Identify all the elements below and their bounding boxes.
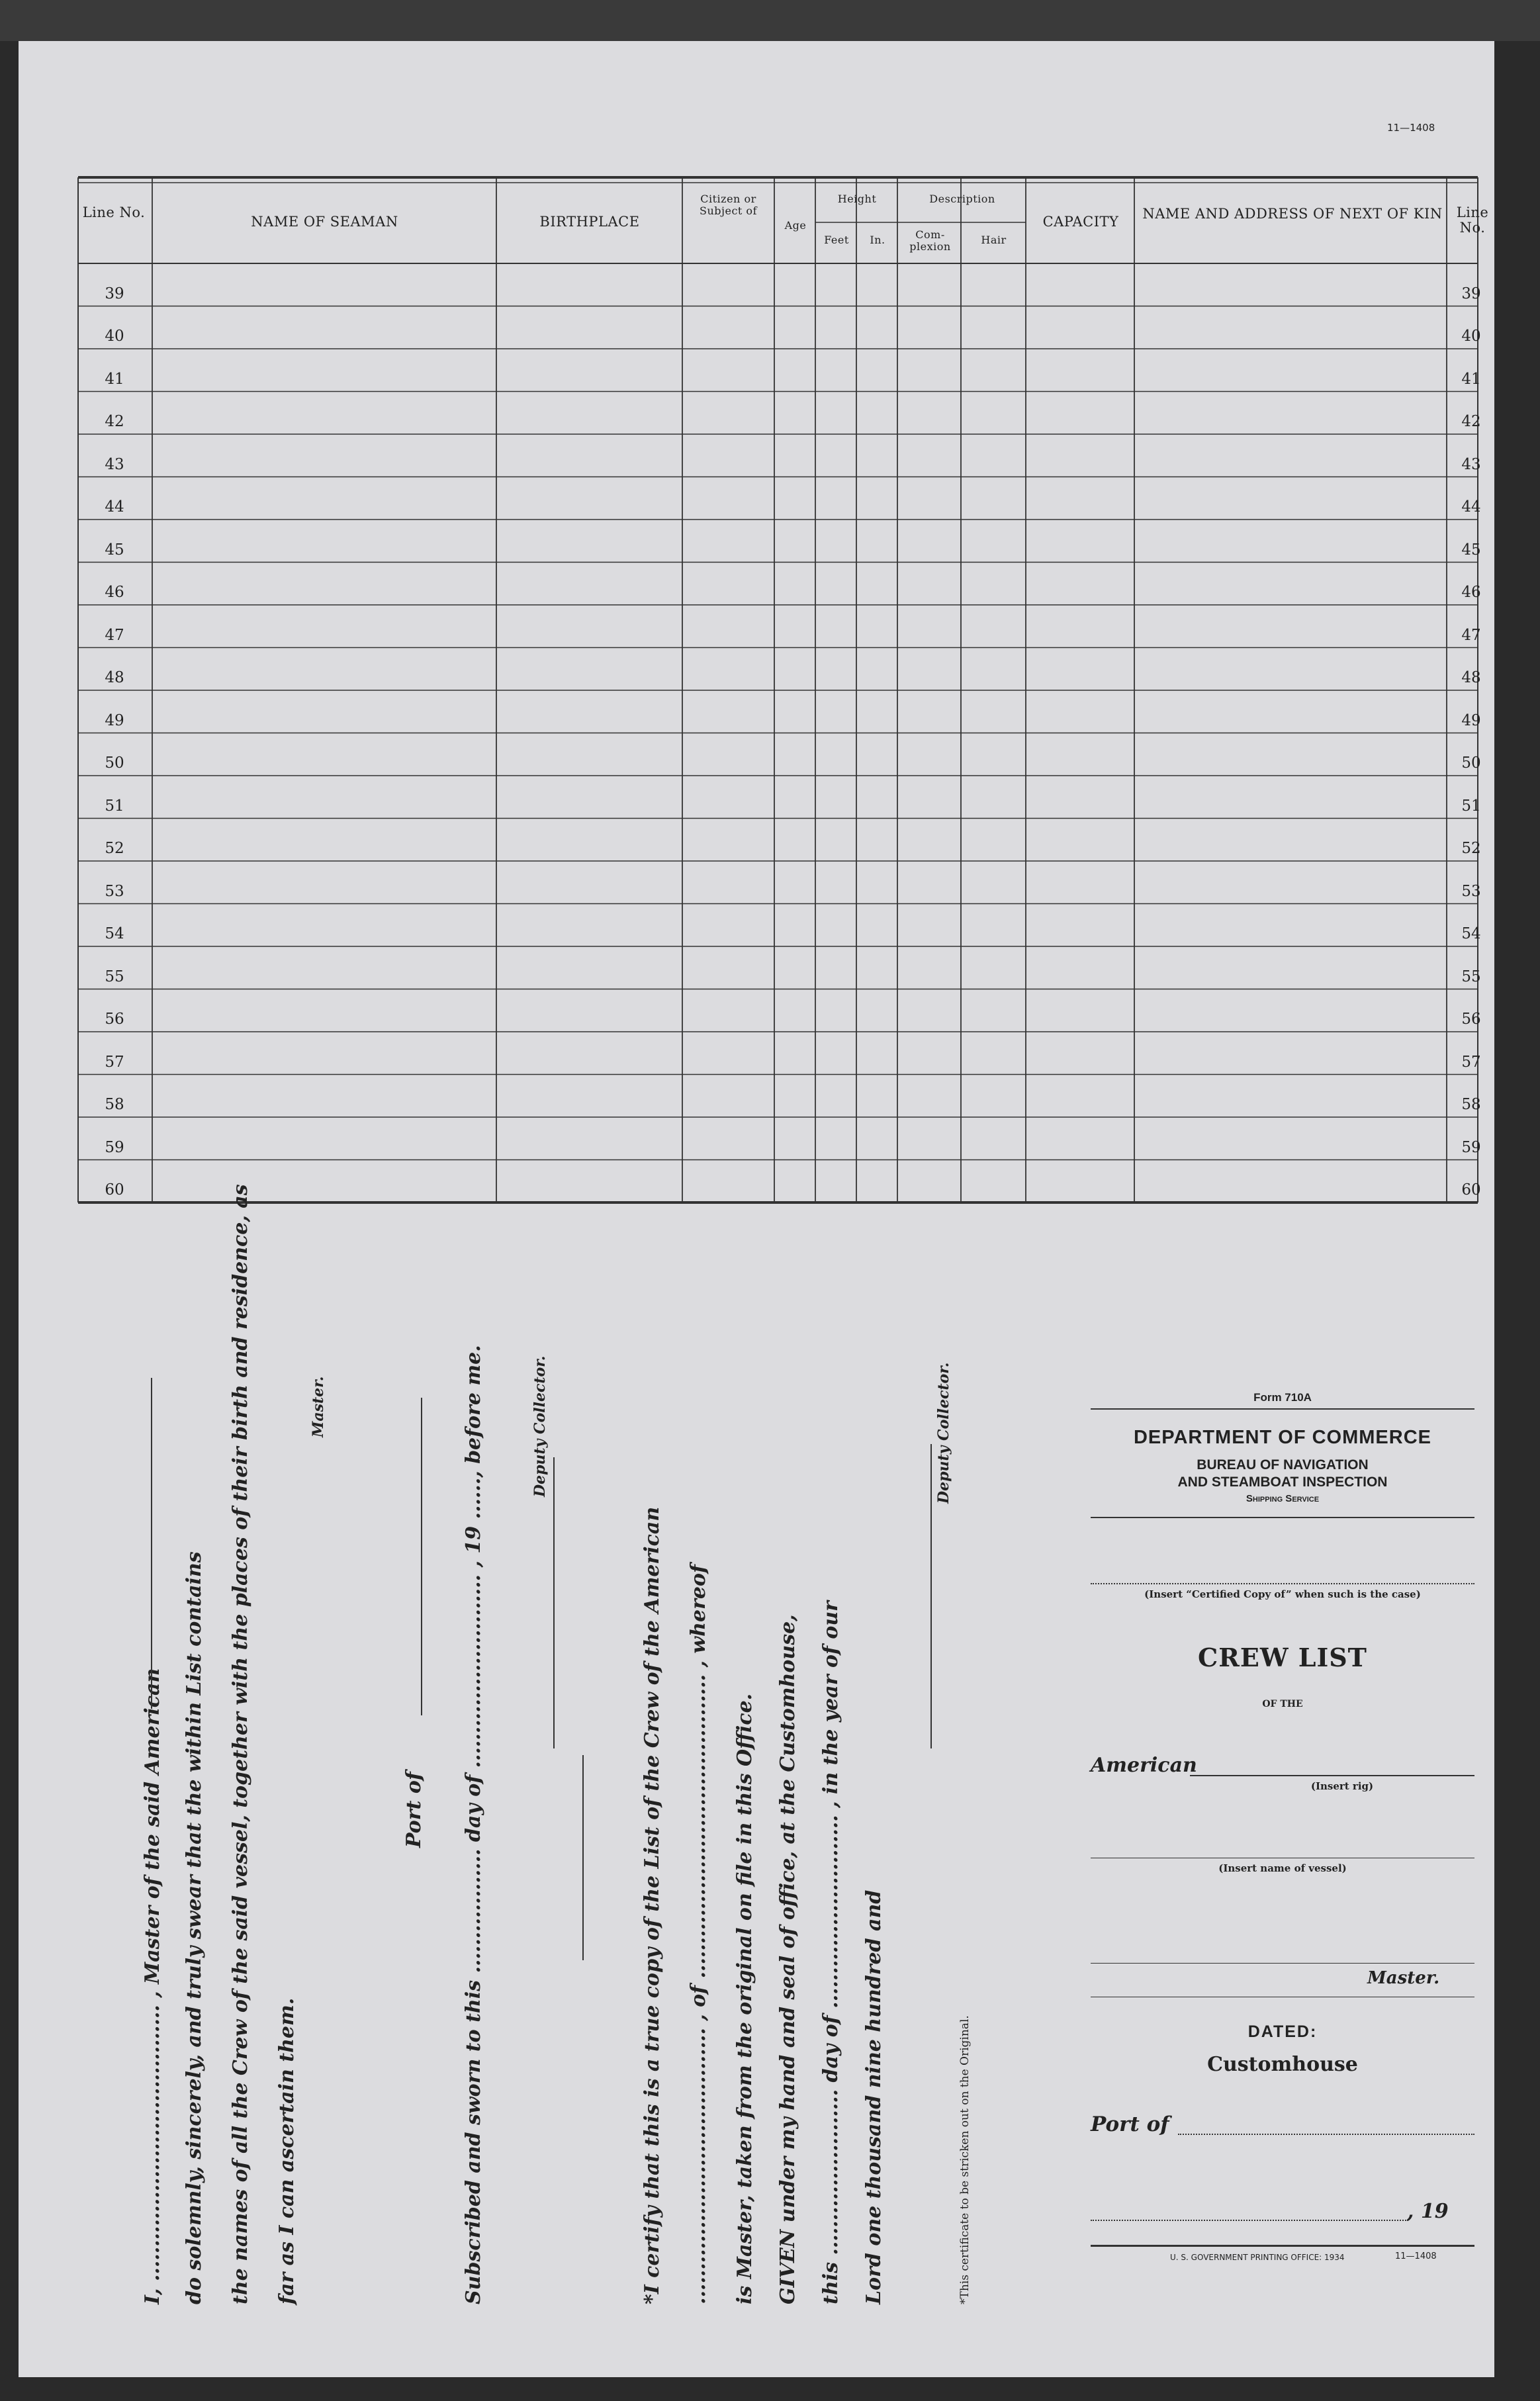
row-number-right: 41 <box>1461 370 1481 388</box>
header-next-of-kin: NAME AND ADDRESS OF NEXT OF KIN <box>1142 206 1443 222</box>
header-hair: Hair <box>981 234 1007 246</box>
header-age: Age <box>784 219 807 232</box>
header-inches: In. <box>870 234 885 246</box>
row-number-left: 40 <box>105 328 124 345</box>
american-label: American <box>1091 1754 1197 1777</box>
row-number-left: 52 <box>105 840 124 857</box>
row-number-left: 50 <box>105 754 124 772</box>
row-number-right: 54 <box>1461 925 1481 942</box>
row-number-left: 47 <box>105 626 124 644</box>
date-line <box>1091 2220 1408 2221</box>
panel-port-of-line <box>1178 2134 1474 2135</box>
header-line-no: Line No. <box>82 204 146 220</box>
row-number-right: 47 <box>1461 626 1481 644</box>
panel-port-of-label: Port of <box>1091 2112 1169 2136</box>
deputy-collector-line-1 <box>553 1457 555 1748</box>
panel-rule-2 <box>1091 1517 1474 1518</box>
header-complexion: Com- plexion <box>909 228 951 253</box>
row-number-right: 40 <box>1461 328 1481 345</box>
bureau-line-2: AND STEAMBOAT INSPECTION <box>1177 1474 1388 1490</box>
certify-line-2: ........................................ , of ............................................ , whereof <box>687 1564 710 2304</box>
customhouse-label: Customhouse <box>1207 2053 1358 2076</box>
row-number-right: 58 <box>1461 1096 1481 1113</box>
row-number-right: 56 <box>1461 1011 1481 1028</box>
row-number-left: 45 <box>105 541 124 559</box>
deputy-collector-line-2 <box>930 1444 932 1748</box>
printer-imprint: U. S. GOVERNMENT PRINTING OFFICE: 1934 <box>1170 2253 1345 2262</box>
master-signature-line <box>151 1378 152 1709</box>
row-number-left: 59 <box>105 1138 124 1156</box>
deputy-collector-label-2: Deputy Collector. <box>935 1362 952 1504</box>
row-number-right: 42 <box>1461 413 1481 430</box>
row-number-left: 43 <box>105 455 124 473</box>
form-number: Form 710A <box>1253 1391 1312 1404</box>
port-of-label: Port of <box>402 1772 426 1848</box>
row-number-right: 52 <box>1461 840 1481 857</box>
oath-line-4: far as I can ascertain them. <box>275 1997 298 2304</box>
row-number-left: 44 <box>105 498 124 516</box>
header-name-of-seaman: NAME OF SEAMAN <box>251 214 398 230</box>
header-line-no-right: Line No. <box>1456 204 1489 236</box>
header-feet: Feet <box>824 234 849 246</box>
row-number-left: 41 <box>105 370 124 388</box>
oath-line-3: the names of all the Crew of the said vessel, together with the places of their birth and residence, as <box>229 1184 252 2304</box>
year-19-label: , 19 <box>1407 2200 1449 2223</box>
row-number-left: 54 <box>105 925 124 942</box>
crew-list-form-sheet <box>19 41 1494 2377</box>
master-signature-label: Master. <box>310 1376 327 1437</box>
scan-top-edge <box>0 0 1540 41</box>
form-code-top: 11—1408 <box>1387 122 1435 134</box>
port-of-line <box>421 1398 422 1715</box>
row-number-left: 46 <box>105 584 124 601</box>
dated-label: DATED: <box>1247 2022 1318 2041</box>
row-number-left: 49 <box>105 711 124 729</box>
deputy-collector-label-1: Deputy Collector. <box>531 1355 549 1497</box>
row-number-right: 59 <box>1461 1138 1481 1156</box>
row-number-right: 50 <box>1461 754 1481 772</box>
header-height: Height <box>837 193 877 205</box>
row-number-right: 39 <box>1461 285 1481 302</box>
panel-rule-1 <box>1091 1408 1474 1410</box>
divider-short-line <box>582 1755 584 1960</box>
bureau-line-1: BUREAU OF NAVIGATION <box>1197 1457 1369 1472</box>
certify-line-5: this ........................ day of ............................ , in the year of our <box>819 1601 842 2304</box>
shipping-service: Shipping Service <box>1246 1493 1320 1504</box>
master-line <box>1091 1963 1474 1964</box>
row-number-right: 43 <box>1461 455 1481 473</box>
row-number-left: 55 <box>105 968 124 985</box>
header-description: Description <box>929 193 995 205</box>
row-number-right: 45 <box>1461 541 1481 559</box>
row-number-left: 39 <box>105 285 124 302</box>
of-the-label: OF THE <box>1262 1699 1303 1709</box>
insert-rig-note: (Insert rig) <box>1310 1780 1374 1792</box>
department-title: DEPARTMENT OF COMMERCE <box>1133 1427 1431 1448</box>
row-number-right: 49 <box>1461 711 1481 729</box>
insert-vessel-name-note: (Insert name of vessel) <box>1218 1862 1347 1874</box>
header-capacity: CAPACITY <box>1042 214 1119 230</box>
rig-line <box>1190 1775 1474 1776</box>
panel-master-label: Master. <box>1367 1968 1440 1988</box>
header-birthplace: BIRTHPLACE <box>539 214 640 230</box>
row-number-left: 42 <box>105 413 124 430</box>
row-number-left: 57 <box>105 1053 124 1071</box>
row-number-right: 60 <box>1461 1181 1481 1199</box>
certify-line-4: GIVEN under my hand and seal of office, at the Customhouse, <box>776 1614 799 2304</box>
panel-rule-4 <box>1091 2245 1474 2247</box>
row-number-right: 57 <box>1461 1053 1481 1071</box>
row-number-right: 48 <box>1461 669 1481 686</box>
certify-line-6: Lord one thousand nine hundred and <box>862 1889 885 2304</box>
header-citizen: Citizen or Subject of <box>700 193 757 217</box>
row-number-left: 48 <box>105 669 124 686</box>
insert-certified-copy-note: (Insert “Certified Copy of” when such is the case) <box>1144 1588 1421 1600</box>
row-number-right: 46 <box>1461 584 1481 601</box>
oath-line-2: do solemnly, sincerely, and truly swear that the within List contains <box>183 1551 206 2304</box>
row-number-left: 56 <box>105 1011 124 1028</box>
crew-list-title: CREW LIST <box>1198 1643 1367 1672</box>
certificate-footnote: *This certificate to be stricken out on the Original. <box>958 2015 972 2304</box>
row-number-left: 51 <box>105 797 124 815</box>
subscribed-line: Subscribed and sworn to this .................. day of ............................ , 19 ......, before me. <box>462 1345 485 2304</box>
certified-copy-line <box>1091 1583 1474 1584</box>
row-number-right: 53 <box>1461 882 1481 900</box>
row-number-right: 55 <box>1461 968 1481 985</box>
row-number-left: 60 <box>105 1181 124 1199</box>
row-number-left: 58 <box>105 1096 124 1113</box>
row-number-right: 44 <box>1461 498 1481 516</box>
certify-line-1: *I certify that this is a true copy of the List of the Crew of the American <box>641 1506 664 2304</box>
row-number-right: 51 <box>1461 797 1481 815</box>
panel-form-code: 11—1408 <box>1395 2251 1437 2261</box>
row-number-left: 53 <box>105 882 124 900</box>
certify-line-3: is Master, taken from the original on file in this Office. <box>733 1693 756 2304</box>
oath-line-1: I, ........................................ , Master of the said American <box>141 1668 164 2304</box>
